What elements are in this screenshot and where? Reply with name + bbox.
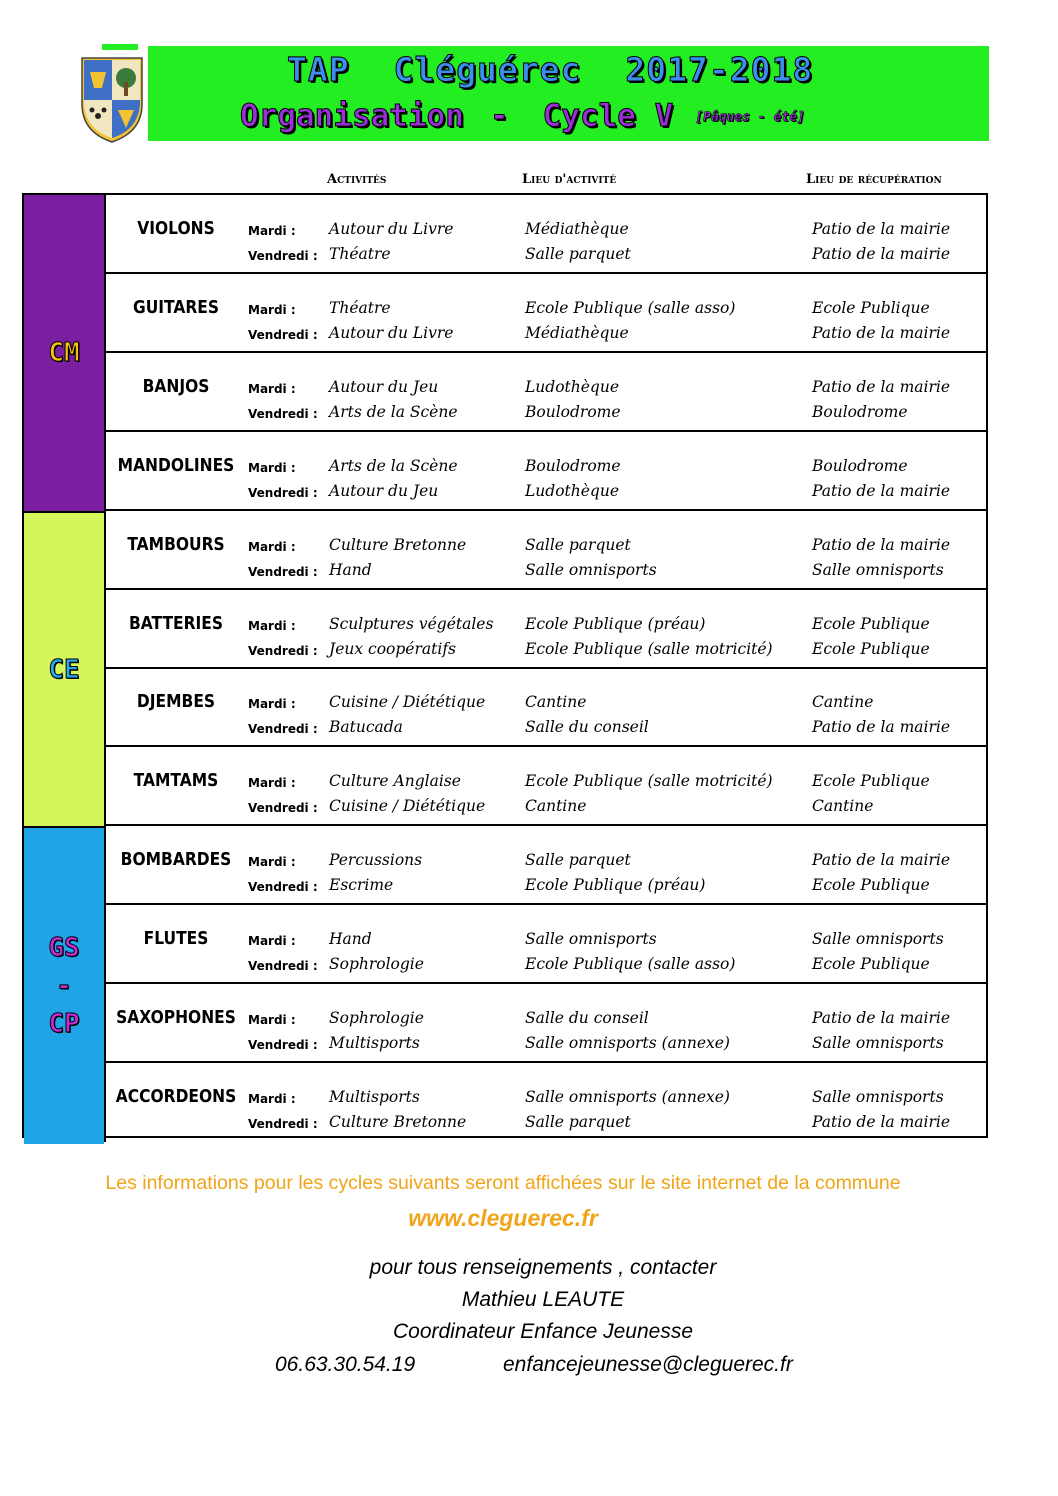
title-word: 2017-2018 [625, 50, 814, 89]
page-title [287, 50, 827, 89]
schedule-line-mardi [106, 850, 986, 875]
title-word: Cléguérec [393, 50, 582, 89]
schedule-line-mardi [106, 1008, 986, 1033]
activity-location: Salle parquet [525, 245, 631, 263]
instrument-name: FLUTES [143, 928, 209, 950]
info-text: Les informations pour les cycles suivants seront affichées sur le site internet de la commune [105, 1172, 901, 1194]
activity-location: Salle omnisports [525, 930, 657, 949]
activity-location: Cantine [525, 797, 587, 816]
subtitle-period: [Pâques - été] [695, 110, 805, 125]
group-cell [24, 195, 104, 511]
pickup-location: Salle omnisports [812, 560, 944, 579]
schedule-line-mardi [106, 692, 986, 717]
table-row [104, 511, 986, 590]
day-label: Mardi : [248, 381, 296, 396]
group-label: CM [48, 337, 80, 368]
activity-location: Ecole Publique (salle asso) [525, 955, 736, 974]
day-label: Mardi : [248, 618, 296, 633]
contact-email[interactable]: enfancejeunesse@cleguerec.fr [503, 1353, 793, 1376]
schedule-line-vendredi [106, 1033, 986, 1058]
pickup-location: Ecole Publique [812, 614, 930, 633]
schedule-line-vendredi [106, 1112, 986, 1137]
group-cell [24, 826, 104, 1144]
activity-location: Ecole Publique (salle asso) [525, 298, 736, 317]
activity: Percussions [329, 851, 423, 870]
day-label: Vendredi : [248, 485, 318, 500]
pickup-location: Patio de la mairie [812, 535, 951, 554]
activity: Autour du Jeu [329, 481, 439, 500]
instrument-name: SAXOPHONES [116, 1007, 236, 1028]
activity: Sophrologie [329, 1009, 424, 1027]
pickup-location: Patio de la mairie [812, 718, 951, 737]
pickup-location: Boulodrome [812, 456, 908, 475]
activity-location: Ecole Publique (préau) [525, 614, 706, 633]
pickup-location: Patio de la mairie [812, 220, 951, 238]
instrument-name: TAMTAMS [133, 770, 219, 792]
pickup-location: Patio de la mairie [812, 1009, 951, 1027]
day-label: Vendredi : [248, 249, 318, 263]
activity-location: Médiathèque [525, 323, 629, 342]
table-row [104, 826, 986, 905]
activity: Autour du Jeu [329, 377, 439, 396]
activity: Autour du Livre [329, 220, 454, 238]
page-subtitle [240, 98, 805, 134]
activity: Hand [329, 560, 372, 579]
schedule-line-vendredi [106, 244, 986, 269]
activity: Escrime [329, 876, 394, 895]
schedule-line-mardi [106, 1087, 986, 1112]
day-label: Vendredi : [248, 801, 318, 816]
day-label: Vendredi : [248, 1038, 318, 1052]
activity: Hand [329, 930, 372, 949]
day-label: Mardi : [248, 1091, 296, 1106]
table-row [104, 590, 986, 669]
activity-location: Ludothèque [525, 481, 619, 500]
pickup-location: Patio de la mairie [812, 1112, 951, 1131]
activity-location: Ecole Publique (préau) [525, 876, 706, 895]
activity-location: Salle parquet [525, 1112, 631, 1131]
subtitle-sep: - [489, 98, 509, 134]
instrument-name: TAMBOURS [127, 533, 225, 555]
day-label: Vendredi : [248, 327, 318, 342]
day-label: Mardi : [248, 302, 296, 317]
activity-location: Ecole Publique (salle motricité) [525, 772, 773, 791]
pickup-location: Patio de la mairie [812, 245, 951, 263]
day-label: Vendredi : [248, 1116, 318, 1131]
col-header-lieu-activite: Lieu d'activité [522, 172, 617, 187]
pickup-location: Ecole Publique [812, 639, 930, 658]
instrument-name: VIOLONS [137, 218, 215, 239]
pickup-location: Ecole Publique [812, 772, 930, 791]
table-row [104, 432, 986, 511]
schedule-line-mardi [106, 298, 986, 323]
instrument-name: MANDOLINES [117, 454, 235, 476]
pickup-location: Patio de la mairie [812, 851, 951, 870]
day-label: Mardi : [248, 697, 296, 712]
activity-location: Salle du conseil [525, 718, 649, 737]
activity: Arts de la Scène [329, 456, 458, 475]
day-label: Mardi : [248, 539, 296, 554]
table-row [104, 1063, 986, 1142]
pickup-location: Ecole Publique [812, 876, 930, 895]
subtitle-right: Cycle V [542, 98, 674, 134]
schedule-table [22, 193, 988, 1138]
pickup-location: Patio de la mairie [812, 377, 951, 396]
schedule-line-vendredi [106, 402, 986, 427]
coat-of-arms-icon [78, 52, 146, 144]
schedule-line-mardi [106, 535, 986, 560]
schedule-line-vendredi [106, 717, 986, 742]
table-row [104, 905, 986, 984]
pickup-location: Cantine [812, 693, 874, 712]
activity: Arts de la Scène [329, 402, 458, 421]
title-word: TAP [287, 50, 350, 89]
pickup-location: Salle omnisports [812, 1034, 944, 1052]
pickup-location: Patio de la mairie [812, 323, 951, 342]
day-label: Vendredi : [248, 643, 318, 658]
activity-location: Salle parquet [525, 851, 631, 870]
pickup-location: Salle omnisports [812, 930, 944, 949]
activity-location: Salle du conseil [525, 1009, 649, 1027]
table-row [104, 984, 986, 1063]
schedule-line-vendredi [106, 875, 986, 900]
pickup-location: Cantine [812, 797, 874, 816]
activity: Culture Anglaise [329, 772, 461, 791]
table-row [104, 747, 986, 826]
instrument-name: BANJOS [142, 375, 210, 397]
activity-location: Boulodrome [525, 402, 621, 421]
activity: Autour du Livre [329, 323, 454, 342]
activity: Cuisine / Diététique [329, 693, 486, 712]
activity: Culture Bretonne [329, 535, 467, 554]
activity: Culture Bretonne [329, 1112, 467, 1131]
schedule-line-vendredi [106, 323, 986, 348]
activity: Batucada [329, 718, 403, 737]
day-label: Vendredi : [248, 959, 318, 974]
schedule-line-vendredi [106, 954, 986, 979]
schedule-line-mardi [106, 377, 986, 402]
col-header-lieu-recuperation: Lieu de récupération [806, 172, 942, 187]
pickup-location: Salle omnisports [812, 1087, 944, 1106]
instrument-name: ACCORDEONS [115, 1085, 237, 1107]
subtitle-left: Organisation [240, 98, 464, 134]
activity: Théatre [329, 298, 391, 317]
activity-location: Salle parquet [525, 535, 631, 554]
schedule-line-mardi [106, 219, 986, 244]
schedule-line-vendredi [106, 796, 986, 821]
schedule-line-mardi [106, 771, 986, 796]
pickup-location: Ecole Publique [812, 298, 930, 317]
instrument-name: GUITARES [132, 296, 220, 318]
contact-role: Coordinateur Enfance Jeunesse [392, 1320, 694, 1343]
day-label: Mardi : [248, 855, 296, 870]
instrument-name: BOMBARDES [120, 849, 232, 871]
day-label: Vendredi : [248, 564, 318, 579]
group-label: GS - CP [48, 932, 80, 1039]
activity: Théatre [329, 245, 391, 263]
pickup-location: Patio de la mairie [812, 481, 951, 500]
schedule-line-vendredi [106, 560, 986, 585]
instrument-name: BATTERIES [128, 612, 224, 634]
day-label: Mardi : [248, 776, 296, 791]
day-label: Mardi : [248, 460, 296, 475]
activity: Sculptures végétales [329, 614, 494, 633]
activity-location: Salle omnisports (annexe) [525, 1034, 730, 1052]
activity-location: Ecole Publique (salle motricité) [525, 639, 773, 658]
activity-location: Ludothèque [525, 377, 619, 396]
activity-location: Cantine [525, 693, 587, 712]
activity: Jeux coopératifs [329, 639, 457, 658]
table-row [104, 195, 986, 274]
group-cell [24, 511, 104, 829]
pickup-location: Ecole Publique [812, 955, 930, 974]
instrument-name: DJEMBES [136, 691, 216, 713]
day-label: Mardi : [248, 1013, 296, 1027]
activity-location: Médiathèque [525, 220, 629, 238]
activity: Multisports [329, 1034, 420, 1052]
activity: Multisports [329, 1087, 420, 1106]
website-link[interactable]: www.cleguerec.fr [408, 1205, 598, 1231]
day-label: Vendredi : [248, 406, 318, 421]
schedule-line-mardi [106, 614, 986, 639]
contact-phone: 06.63.30.54.19 [275, 1353, 416, 1376]
activity-location: Salle omnisports [525, 560, 657, 579]
day-label: Vendredi : [248, 722, 318, 737]
table-row [104, 668, 986, 747]
day-label: Mardi : [248, 224, 296, 238]
contact-intro: pour tous renseignements , contacter [369, 1256, 717, 1279]
schedule-line-vendredi [106, 481, 986, 506]
activity: Sophrologie [329, 955, 424, 974]
col-header-activites: Activités [327, 172, 387, 187]
group-label: CE [48, 655, 80, 686]
activity-location: Salle omnisports (annexe) [525, 1087, 730, 1106]
activity: Cuisine / Diététique [329, 797, 486, 816]
activity-location: Boulodrome [525, 456, 621, 475]
day-label: Mardi : [248, 934, 296, 949]
schedule-line-mardi [106, 456, 986, 481]
table-row [104, 274, 986, 353]
contact-name: Mathieu LEAUTE [461, 1288, 625, 1311]
pickup-location: Boulodrome [812, 402, 908, 421]
table-row [104, 353, 986, 432]
day-label: Vendredi : [248, 880, 318, 895]
banner-strip [102, 44, 138, 50]
schedule-line-mardi [106, 929, 986, 954]
schedule-line-vendredi [106, 639, 986, 664]
